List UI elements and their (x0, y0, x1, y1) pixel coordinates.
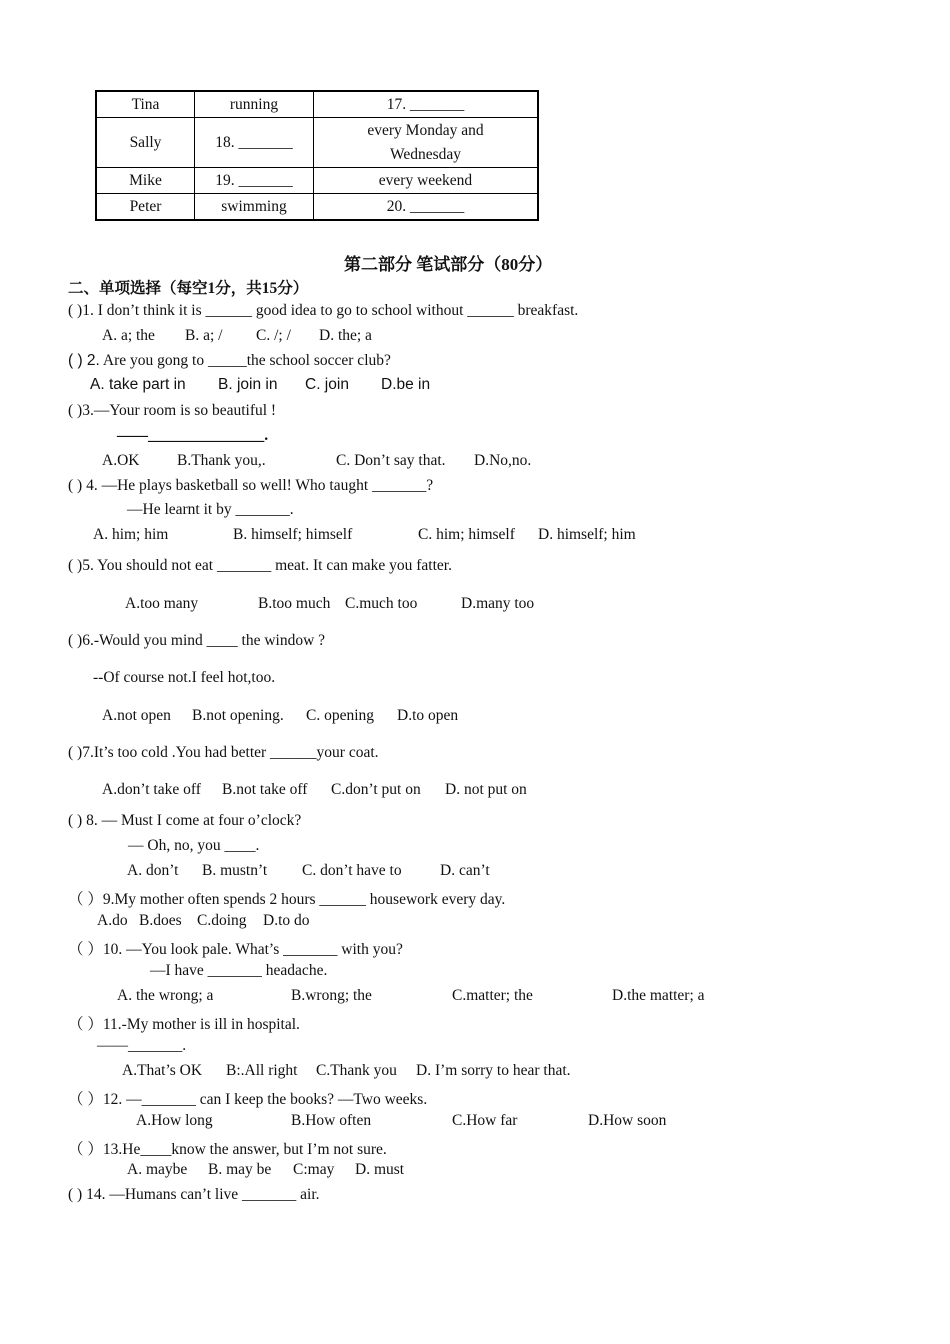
question-11-option-b: B:.All right (226, 1062, 298, 1079)
question-10-option-b: B.wrong; the (291, 987, 372, 1004)
question-13-option-a: A. maybe (127, 1161, 188, 1178)
activity-table (95, 90, 539, 221)
question-10-option-c: C.matter; the (452, 987, 533, 1004)
question-10-option-a: A. the wrong; a (117, 987, 214, 1004)
part-title: 第二部分 笔试部分（80分） (344, 255, 553, 274)
question-4-line-2: —He learnt it by _______. (127, 501, 294, 518)
question-11-option-a: A.That’s OK (122, 1062, 203, 1079)
table-cell-frequency: every weekend (314, 168, 539, 194)
question-13-stem: （ ）13.He____know the answer, but I’m not sure. (68, 1141, 387, 1158)
question-4-option-a: A. him; him (93, 526, 169, 543)
question-5-option-c: C.much too (345, 595, 418, 612)
question-3-option-b: B.Thank you,. (177, 452, 266, 469)
question-4-option-d: D. himself; him (538, 526, 636, 543)
question-1-option-c: C. /; / (256, 327, 291, 344)
question-1-option-b: B. a; / (185, 327, 223, 344)
question-5-option-b: B.too much (258, 595, 331, 612)
question-7-option-c: C.don’t put on (331, 781, 421, 798)
question-1-option-d: D. the; a (319, 327, 372, 344)
question-5-option-d: D.many too (461, 595, 535, 612)
question-9-option-d: D.to do (263, 912, 310, 929)
question-2-number: ( ) 2. (68, 352, 100, 369)
question-5-stem: ( )5. You should not eat _______ meat. It can make you fatter. (68, 557, 452, 574)
question-11-stem: （ ）11.-My mother is ill in hospital. (68, 1016, 300, 1033)
table-row (96, 91, 538, 118)
question-12-option-c: C.How far (452, 1112, 518, 1129)
question-9-option-c: C.doing (197, 912, 247, 929)
question-11-line-2: ——_______. (97, 1037, 187, 1054)
question-8-option-c: C. don’t have to (302, 862, 402, 879)
question-9-option-a: A.do (97, 912, 128, 929)
question-10-option-d: D.the matter; a (612, 987, 705, 1004)
question-6-line-2: --Of course not.I feel hot,too. (93, 669, 276, 686)
question-6-option-a: A.not open (102, 707, 171, 724)
question-7-option-a: A.don’t take off (102, 781, 201, 798)
question-3-stem: ( )3.—Your room is so beautiful ! (68, 402, 277, 419)
table-cell-activity: swimming (195, 194, 314, 221)
table-cell-frequency (314, 118, 539, 168)
question-3-option-c: C. Don’t say that. (336, 452, 446, 469)
question-13-option-b: B. may be (208, 1161, 272, 1178)
frequency-line-1: every Monday and (367, 121, 484, 139)
question-8-option-a: A. don’t (127, 862, 179, 879)
table-row (96, 194, 538, 221)
question-11-option-d: D. I’m sorry to hear that. (416, 1062, 571, 1079)
question-8-option-d: D. can’t (440, 862, 490, 879)
section-title: 二、单项选择（每空1分，共15分） (68, 280, 309, 297)
question-3-option-d: D.No,no. (474, 452, 532, 469)
question-4-option-c: C. him; himself (418, 526, 515, 543)
table-cell-name: Tina (96, 91, 195, 118)
table-cell-name: Peter (96, 194, 195, 221)
question-8-stem: ( ) 8. — Must I come at four o’clock? (68, 812, 302, 829)
question-2-option-c: C. join (305, 376, 349, 393)
question-3-option-a: A.OK (102, 452, 140, 469)
question-10-line-2: —I have _______ headache. (150, 962, 328, 979)
question-2-stem (68, 352, 391, 370)
question-11-option-c: C.Thank you (316, 1062, 397, 1079)
question-1-stem: ( )1. I don’t think it is ______ good idea to go to school without ______ breakfast. (68, 302, 579, 319)
table-cell-name: Mike (96, 168, 195, 194)
question-12-stem: （ ）12. —_______ can I keep the books? —Two weeks. (68, 1091, 428, 1108)
question-13-option-d: D. must (355, 1161, 405, 1178)
question-12-option-a: A.How long (136, 1112, 213, 1129)
question-5-option-a: A.too many (125, 595, 199, 612)
table-cell-activity: running (195, 91, 314, 118)
frequency-line-2: Wednesday (389, 145, 462, 163)
question-8-line-2: — Oh, no, you ____. (128, 837, 260, 854)
question-3-answer-line: ——_______________. (117, 427, 269, 444)
question-12-option-d: D.How soon (588, 1112, 667, 1129)
question-12-option-b: B.How often (291, 1112, 372, 1129)
question-6-option-c: C. opening (306, 707, 375, 724)
question-2-option-d: D.be in (381, 376, 431, 393)
question-13-option-c: C:may (293, 1161, 335, 1178)
question-9-stem: （ ）9.My mother often spends 2 hours ______ housework every day. (68, 891, 506, 908)
question-4-option-b: B. himself; himself (233, 526, 353, 543)
question-6-option-d: D.to open (397, 707, 459, 724)
question-6-stem: ( )6.-Would you mind ____ the window ? (68, 632, 326, 649)
question-2-text: Are you gong to _____the school soccer club? (102, 352, 391, 369)
question-7-option-d: D. not put on (445, 781, 527, 798)
question-14-stem: ( ) 14. —Humans can’t live _______ air. (68, 1186, 320, 1203)
table-cell-name: Sally (96, 118, 195, 168)
question-1-option-a: A. a; the (102, 327, 155, 344)
question-9-option-b: B.does (139, 912, 182, 929)
question-7-stem: ( )7.It’s too cold .You had better ______your coat. (68, 744, 379, 761)
question-2-option-a: A. take part in (90, 376, 186, 393)
table-row (96, 168, 538, 194)
table-cell-activity: 19. _______ (195, 168, 314, 194)
question-7-option-b: B.not take off (222, 781, 308, 798)
question-2-option-b: B. join in (218, 376, 278, 393)
table-cell-frequency: 20. _______ (314, 194, 539, 221)
question-10-stem: （ ）10. —You look pale. What’s _______ with you? (68, 941, 403, 958)
question-4-stem: ( ) 4. —He plays basketball so well! Who taught _______? (68, 477, 434, 494)
question-8-option-b: B. mustn’t (202, 862, 268, 879)
table-row (96, 118, 538, 168)
table-cell-activity: 18. _______ (195, 118, 314, 168)
question-6-option-b: B.not opening. (192, 707, 284, 724)
table-cell-frequency: 17. _______ (314, 91, 539, 118)
